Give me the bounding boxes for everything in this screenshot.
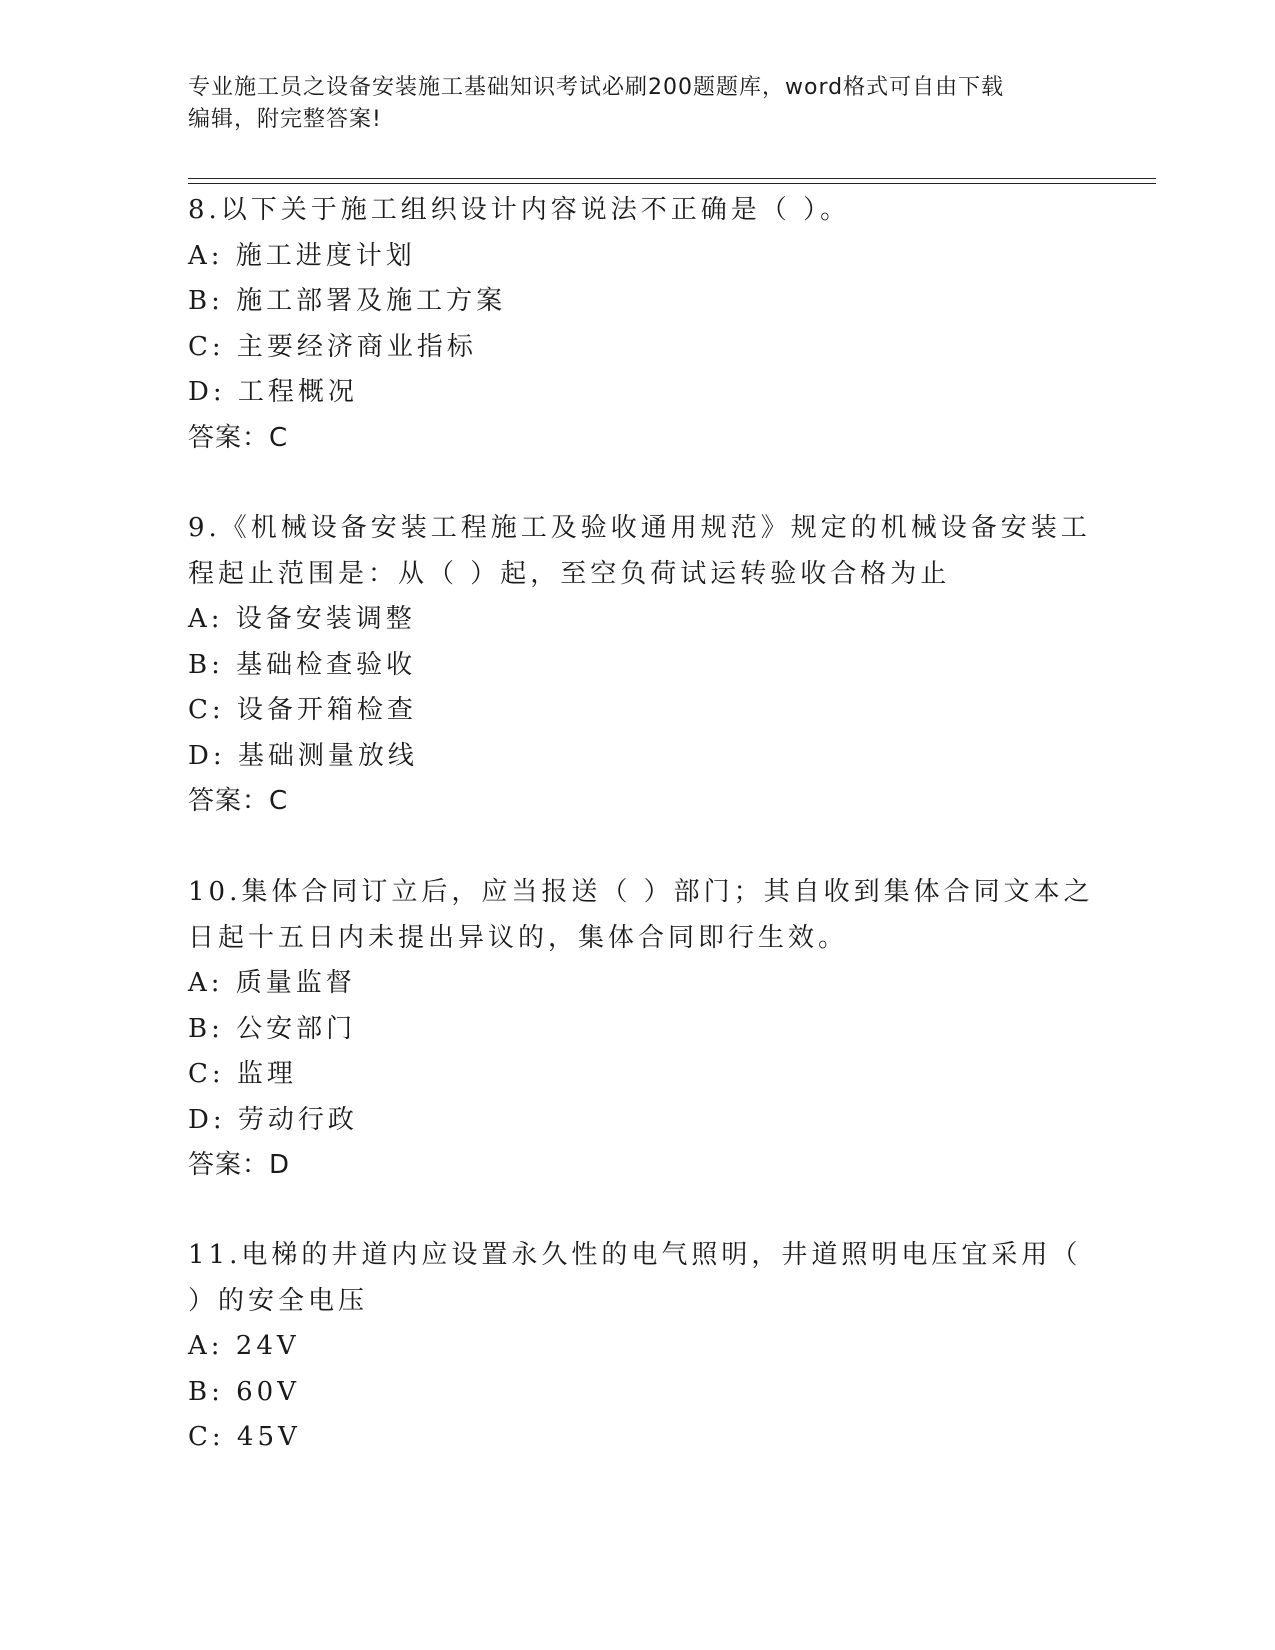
question-stem-line-1: 10.集体合同订立后，应当报送（ ）部门；其自收到集体合同文本之 [188,877,1094,907]
question-9 [188,506,1091,825]
option-d: D: 工程概况 [188,377,358,407]
option-b: B: 施工部署及施工方案 [188,286,507,316]
header-title-line-1: 专业施工员之设备安装施工基础知识考试必刷200题题库，word格式可自由下载 [188,75,1005,100]
question-stem-line-1: 9.《机械设备安装工程施工及验收通用规范》规定的机械设备安装工 [188,513,1091,543]
option-b: B: 60V [188,1376,300,1407]
option-c: C: 45V [188,1422,301,1452]
answer: 答案：D [188,1150,291,1180]
option-a: A: 24V [188,1331,300,1361]
question-stem-line-2: ）的安全电压 [188,1285,369,1316]
option-a: A: 设备安装调整 [188,604,416,634]
question-stem-line-2: 程起止范围是：从（ ）起，至空负荷试运转验收合格为止 [188,558,951,589]
option-c: C: 设备开箱检查 [188,695,417,725]
question-10 [188,870,1094,1189]
question-11 [188,1233,1082,1461]
answer: 答案：C [188,422,289,453]
option-d: D: 基础测量放线 [188,740,418,771]
header-title-line-2: 编辑，附完整答案! [188,107,382,132]
option-c: C: 主要经济商业指标 [188,331,477,362]
option-d: D: 劳动行政 [188,1104,358,1135]
question-stem-line-2: 日起十五日内未提出异议的，集体合同即行生效。 [188,922,849,953]
option-a: A: 质量监督 [188,968,356,998]
option-a: A: 施工进度计划 [188,240,416,271]
header-divider-bottom [188,183,1156,184]
option-b: B: 基础检查验收 [188,649,417,680]
document-header [188,72,1088,136]
question-8 [188,188,1068,461]
option-c: C: 监理 [188,1059,297,1089]
option-b: B: 公安部门 [188,1013,357,1044]
question-stem-line-1: 11.电梯的井道内应设置永久性的电气照明，井道照明电压宜采用（ [188,1240,1082,1270]
question-stem: 8.以下关于施工组织设计内容说法不正确是（ ）。 [188,195,851,225]
header-divider-top [188,178,1156,179]
answer: 答案：C [188,786,289,816]
